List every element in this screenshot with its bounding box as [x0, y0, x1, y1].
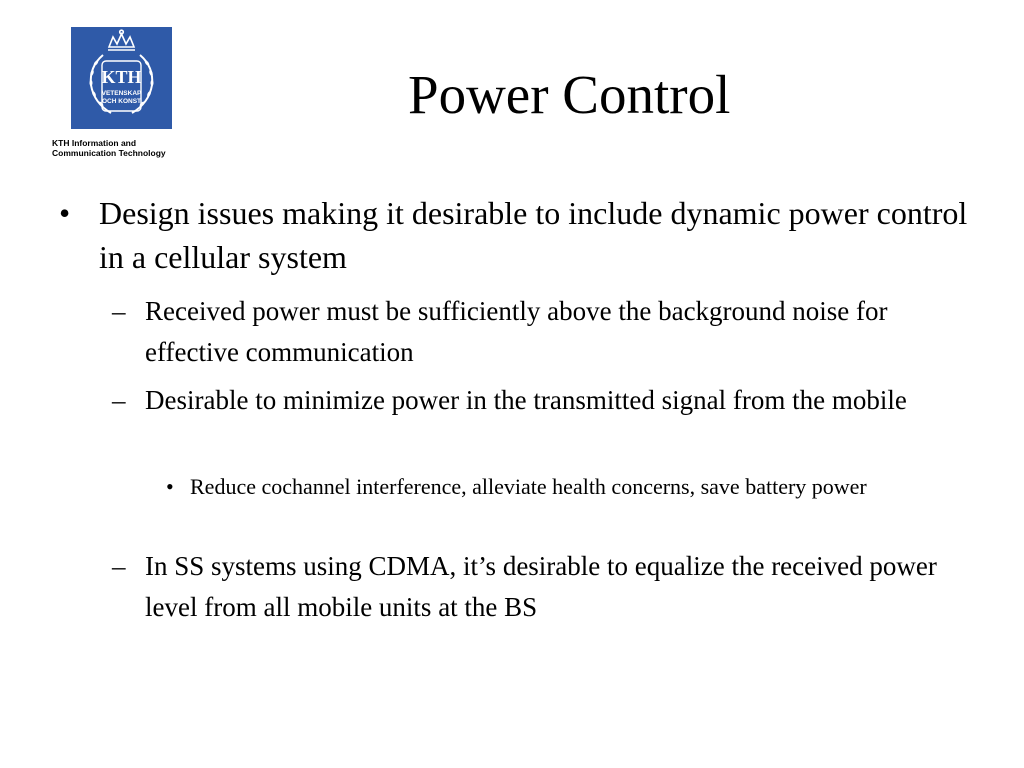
sub-sub-bullet-text: Reduce cochannel interference, alleviate health concerns, save battery power: [190, 474, 867, 499]
bullet-item: [59, 191, 979, 279]
sub-sub-bullet-item: [166, 470, 950, 503]
dash-marker: –: [112, 296, 126, 326]
logo-motto-line1: VETENSKAP: [101, 90, 142, 97]
bullet-marker: •: [59, 195, 71, 231]
bullet-text: Design issues making it desirable to include dynamic power control in a cellular system: [99, 195, 968, 275]
bullet-marker: •: [166, 474, 174, 499]
sub-bullet-text: Desirable to minimize power in the transmitted signal from the mobile: [145, 385, 907, 415]
logo-kth-text: KTH: [101, 67, 142, 87]
logo-motto-line2: OCH KONST: [102, 98, 141, 105]
logo-caption-line1: KTH Information and: [52, 138, 137, 148]
dash-marker: –: [112, 385, 126, 415]
sub-bullet-item: [112, 291, 975, 373]
dash-marker: –: [112, 551, 126, 581]
sub-bullet-item: [112, 546, 975, 628]
slide-title: Power Control: [408, 64, 731, 125]
sub-bullet-text: Received power must be sufficiently above the background noise for effective communication: [145, 296, 888, 367]
sub-bullet-item: [112, 380, 975, 421]
sub-bullet-text: In SS systems using CDMA, it’s desirable to equalize the received power level from all mobile units at the BS: [145, 551, 937, 622]
logo-caption-line2: Communication Technology: [52, 148, 166, 158]
